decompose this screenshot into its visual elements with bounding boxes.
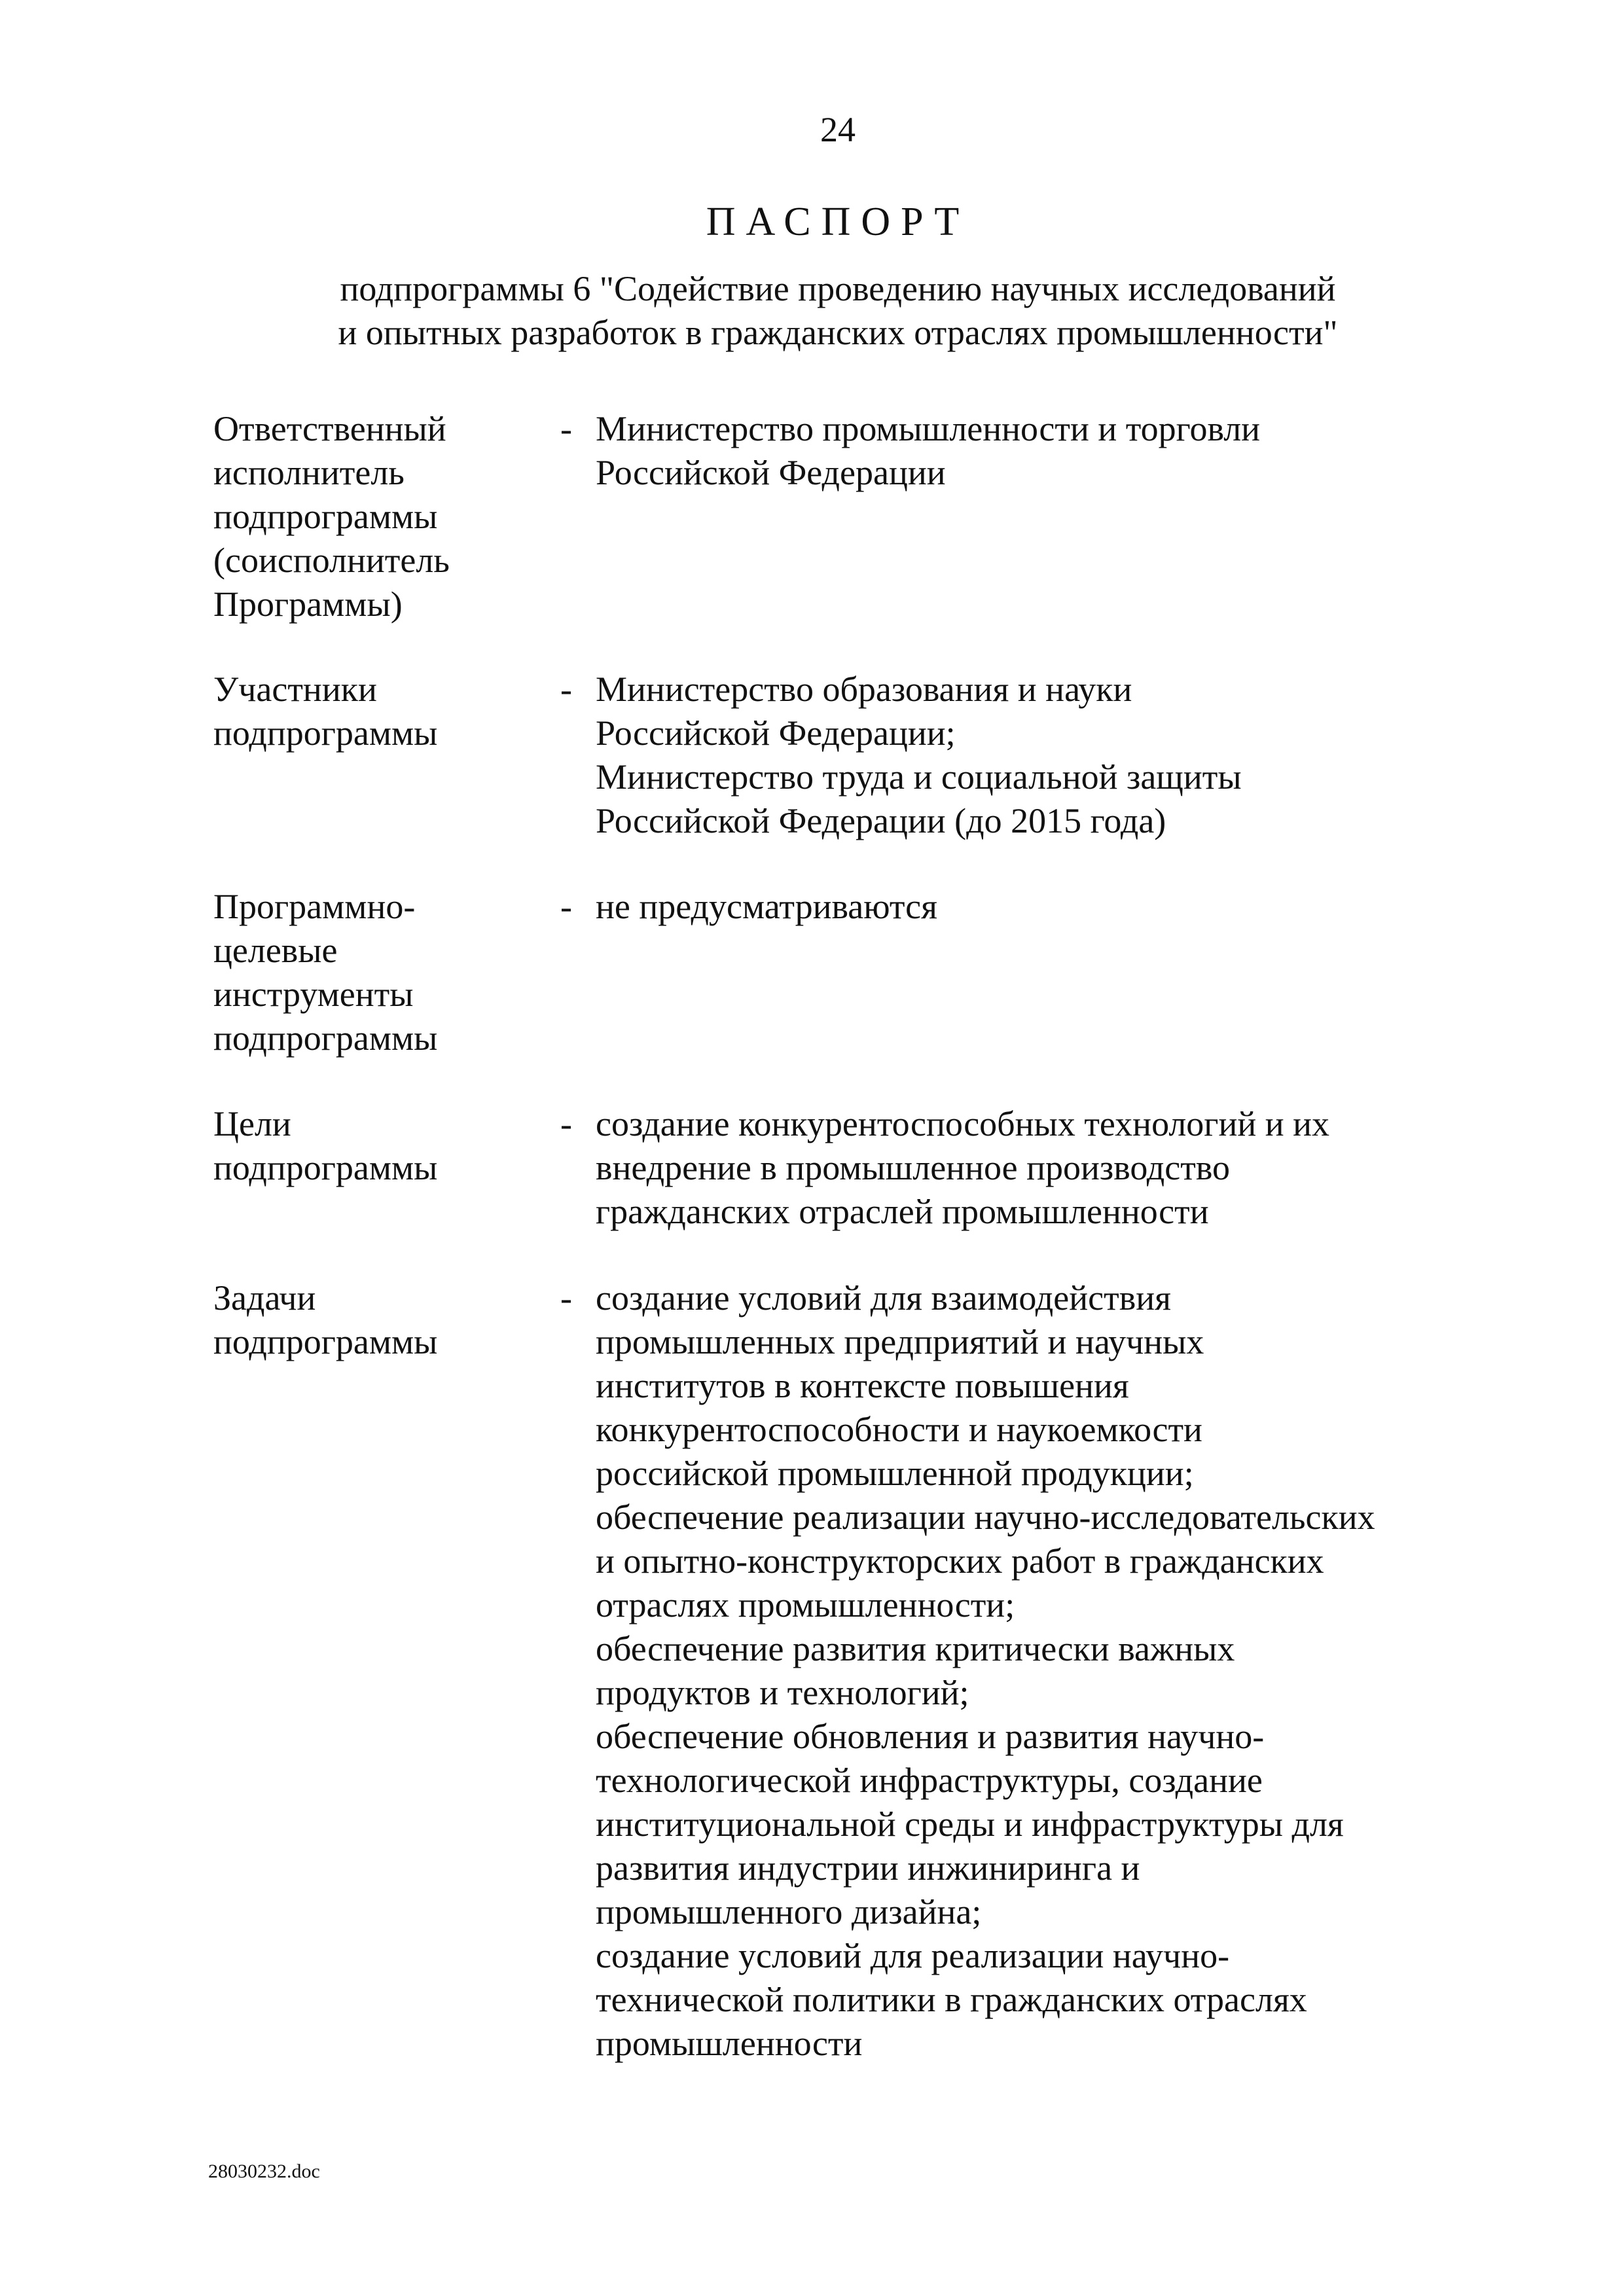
row-dash: - [560, 1104, 572, 1143]
label-line: подпрограммы [213, 497, 438, 536]
row-label [213, 407, 541, 626]
value-line: создание условий для реализации научно- [596, 1936, 1230, 1975]
value-line: промышленности [596, 2024, 863, 2063]
label-line: исполнитель [213, 453, 405, 492]
label-line: подпрограммы [213, 713, 438, 753]
value-line: обеспечение обновления и развития научно- [596, 1717, 1265, 1756]
value-line: институтов в контексте повышения [596, 1366, 1129, 1405]
value-line: промышленного дизайна; [596, 1892, 982, 1931]
value-line: Российской Федерации (до 2015 года) [596, 801, 1166, 840]
value-line: Российской Федерации [596, 453, 946, 492]
value-line: Министерство образования и науки [596, 670, 1132, 709]
value-line: развития индустрии инжиниринга и [596, 1848, 1140, 1888]
value-line: гражданских отраслей промышленности [596, 1192, 1209, 1231]
value-line: Министерство труда и социальной защиты [596, 757, 1242, 797]
value-line: промышленных предприятий и научных [596, 1322, 1204, 1361]
label-line: Программно- [213, 887, 416, 926]
row-value [596, 1102, 1512, 1234]
row-label [213, 1276, 541, 1364]
label-line: Участники [213, 670, 377, 709]
row-dash: - [560, 887, 572, 926]
row-value [596, 668, 1512, 843]
value-line: продуктов и технологий; [596, 1673, 969, 1712]
value-line: технологической инфраструктуры, создание [596, 1761, 1263, 1800]
label-line: подпрограммы [213, 1148, 438, 1187]
page-number: 24 [820, 110, 856, 149]
value-line: Министерство промышленности и торговли [596, 409, 1261, 448]
subtitle-line: подпрограммы 6 "Содействие проведению научных исследований [340, 269, 1336, 308]
value-line: не предусматриваются [596, 887, 937, 926]
label-line: (соисполнитель [213, 541, 450, 580]
label-line: Цели [213, 1104, 291, 1143]
value-line: конкурентоспособности и наукоемкости [596, 1410, 1202, 1449]
row-dash: - [560, 670, 572, 709]
value-line: внедрение в промышленное производство [596, 1148, 1230, 1187]
value-line: обеспечение реализации научно-исследовательских [596, 1498, 1375, 1537]
subtitle-line: и опытных разработок в гражданских отраслях промышленности" [338, 313, 1338, 352]
label-line: инструменты [213, 975, 414, 1014]
document-subtitle [0, 267, 1624, 355]
label-line: целевые [213, 931, 338, 970]
value-line: Российской Федерации; [596, 713, 956, 753]
document-title: ПАСПОРТ [706, 200, 970, 244]
row-dash: - [560, 409, 572, 448]
row-label [213, 885, 541, 1060]
row-label [213, 1102, 541, 1190]
row-dash: - [560, 1278, 572, 1318]
value-line: отраслях промышленности; [596, 1585, 1015, 1624]
footer-file-name: 28030232.doc [208, 2161, 320, 2182]
label-line: Задачи [213, 1278, 316, 1318]
row-label [213, 668, 541, 755]
value-line: создание условий для взаимодействия [596, 1278, 1171, 1318]
value-line: и опытно-конструкторских работ в гражданских [596, 1541, 1324, 1581]
row-value [596, 885, 1512, 929]
row-value [596, 1276, 1512, 2066]
label-line: Программы) [213, 584, 403, 624]
label-line: подпрограммы [213, 1322, 438, 1361]
value-line: институциональной среды и инфраструктуры для [596, 1804, 1344, 1844]
value-line: обеспечение развития критически важных [596, 1629, 1235, 1668]
value-line: российской промышленной продукции; [596, 1454, 1194, 1493]
row-value [596, 407, 1512, 495]
label-line: подпрограммы [213, 1018, 438, 1058]
value-line: технической политики в гражданских отраслях [596, 1980, 1307, 2019]
label-line: Ответственный [213, 409, 446, 448]
value-line: создание конкурентоспособных технологий и их [596, 1104, 1330, 1143]
